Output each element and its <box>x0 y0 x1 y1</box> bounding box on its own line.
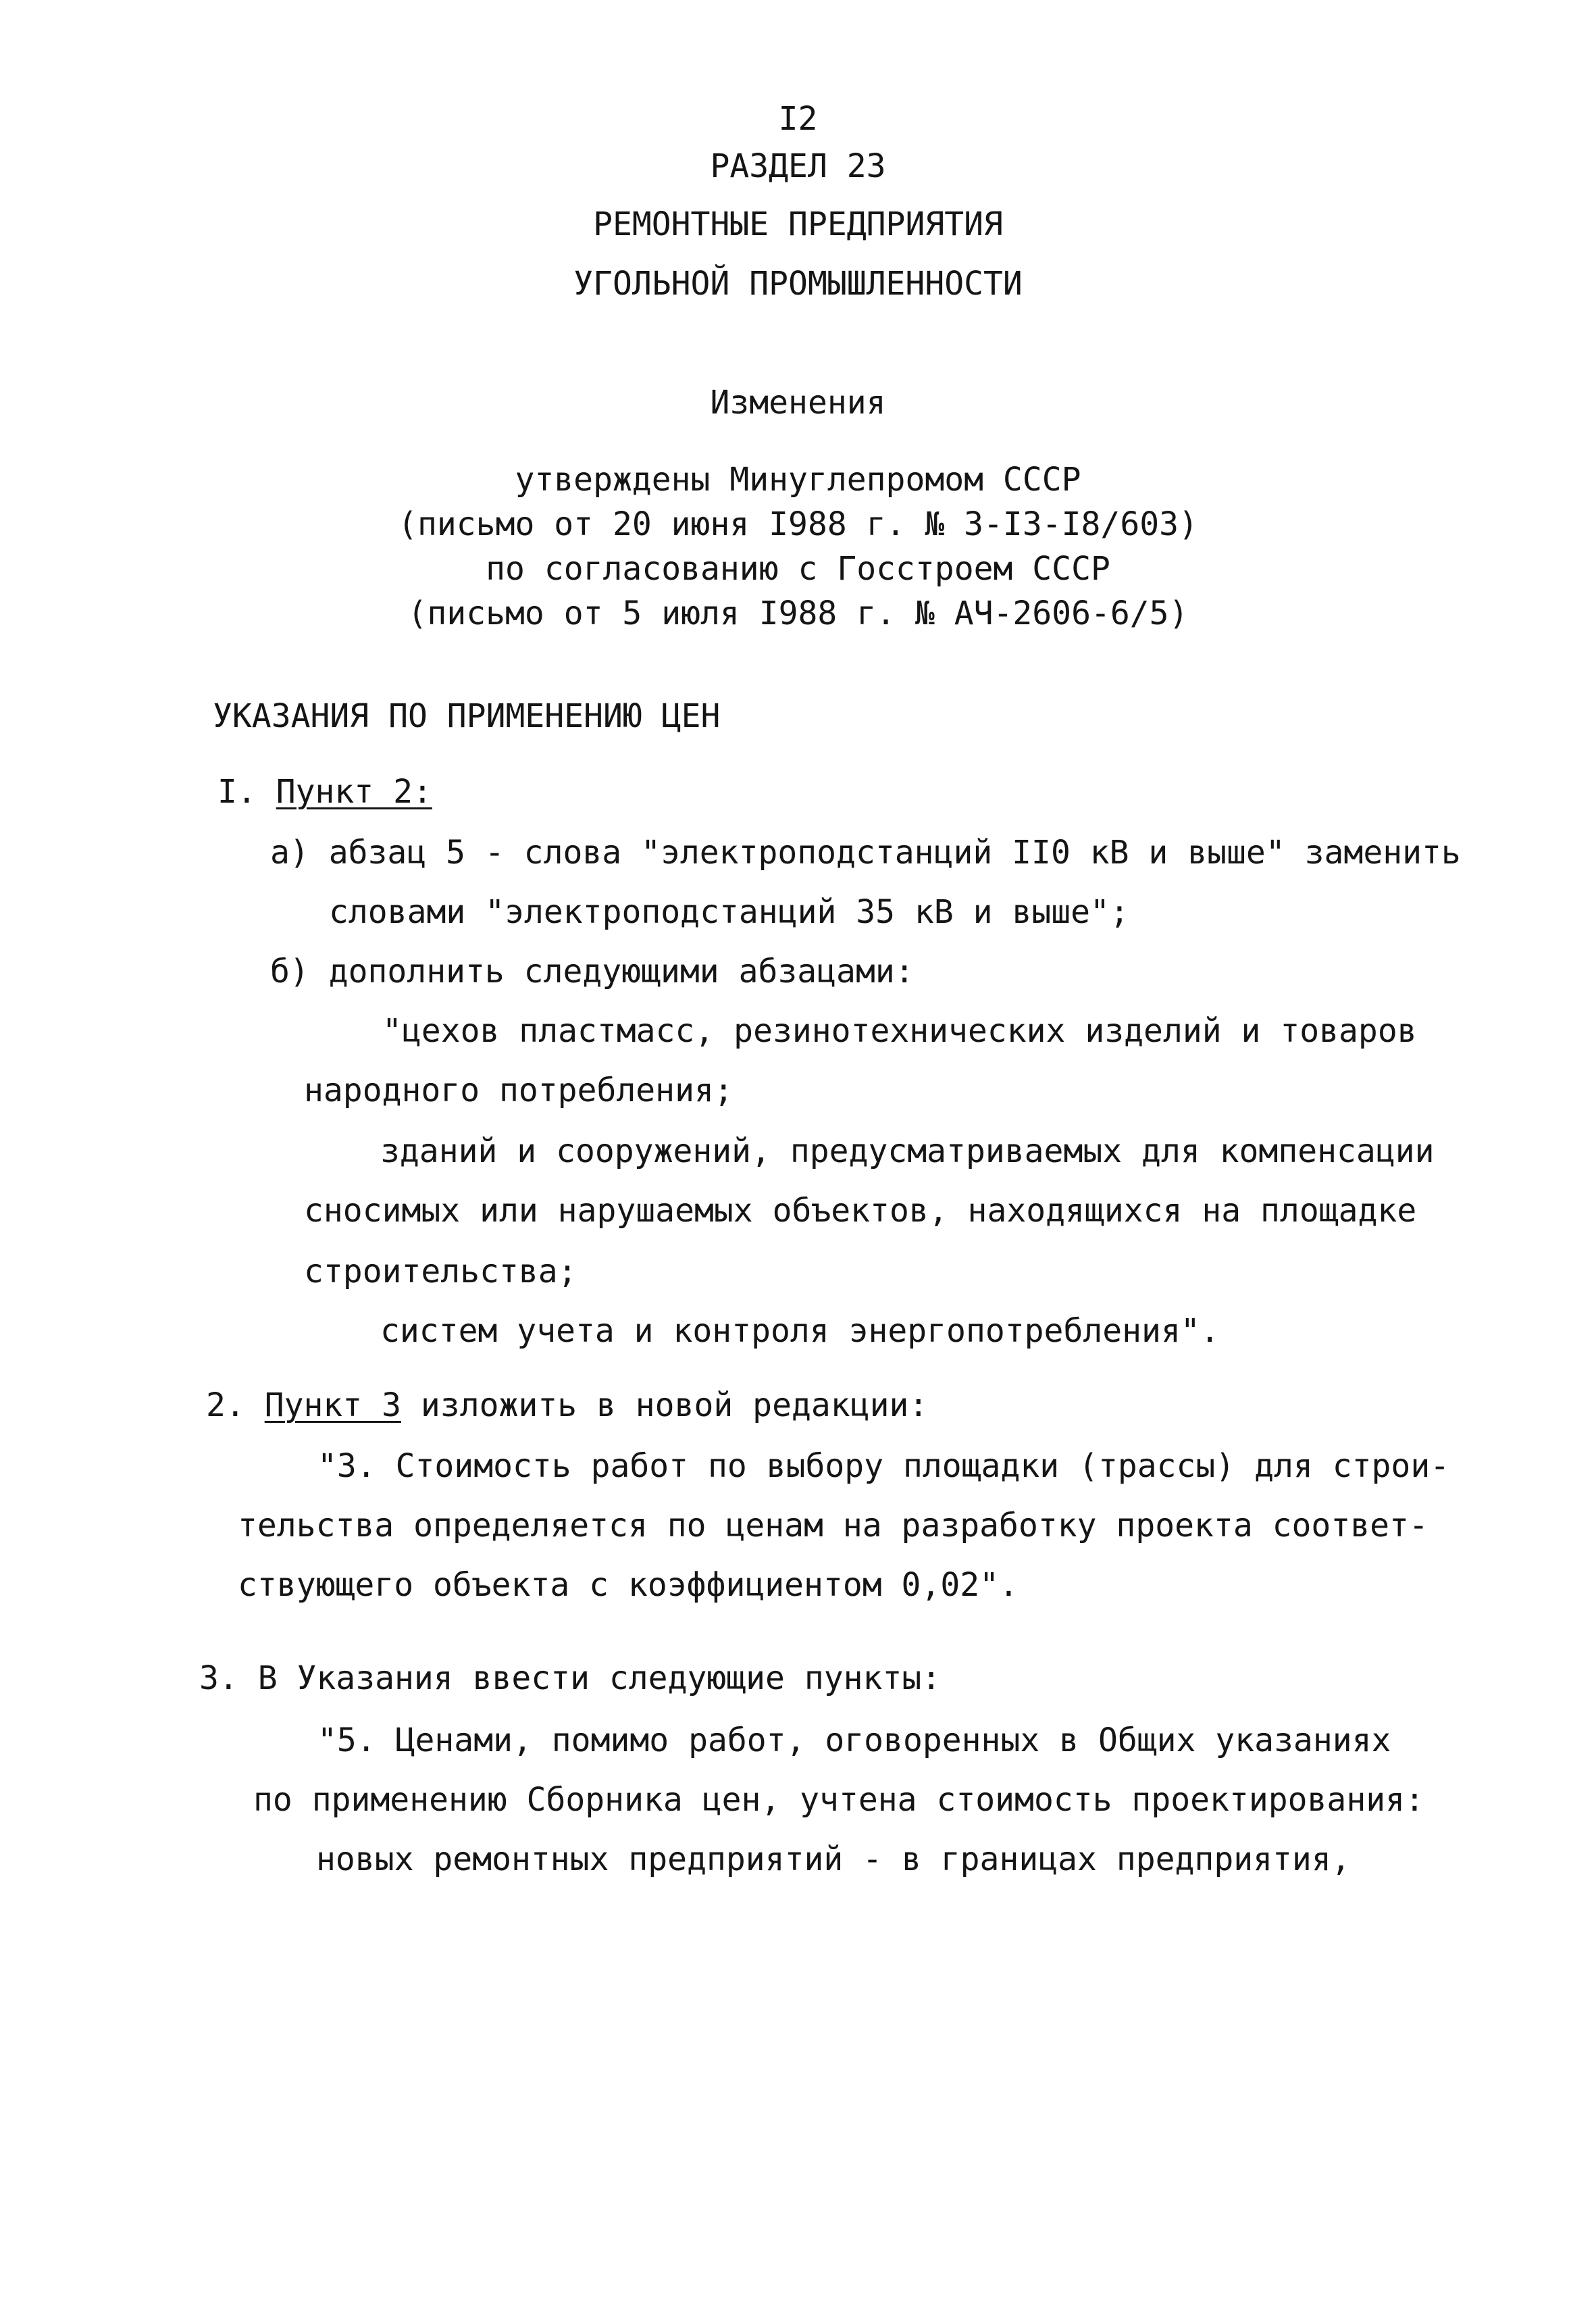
item2-rest: изложить в новой редакции: <box>401 1386 929 1424</box>
item1-label: Пункт 2: <box>276 773 432 811</box>
item3-line3: новых ремонтных предприятий - в границах предприятия, <box>316 1840 1351 1878</box>
section-title-line2: УГОЛЬНОЙ ПРОМЫШЛЕННОСТИ <box>573 265 1023 303</box>
item2-number: 2. <box>206 1386 245 1424</box>
quote1-line1: "цехов пластмасс, резинотехнических изделий и товаров <box>382 1012 1417 1050</box>
quote2-line2: сносимых или нарушаемых объектов, находящихся на площадке <box>304 1192 1417 1230</box>
item1-a-line2: словами "электроподстанций 35 кВ и выше"; <box>329 893 1129 931</box>
approval-line2: (письмо от 20 июня I988 г. № 3-I3-I8/603) <box>398 505 1198 543</box>
item3 <box>199 1659 942 1697</box>
section-number: РАЗДЕЛ 23 <box>710 147 886 185</box>
quote2-line1: зданий и сооружений, предусматриваемых для компенсации <box>380 1132 1435 1170</box>
approval-line4: (письмо от 5 июля I988 г. № АЧ-2606-6/5) <box>407 595 1189 632</box>
quote3-line1: систем учета и контроля энергопотребления". <box>380 1312 1220 1350</box>
item2-label: Пункт 3 <box>264 1386 401 1424</box>
section-title-line1: РЕМОНТНЫЕ ПРЕДПРИЯТИЯ <box>593 205 1003 243</box>
approval-line1: утверждены Минуглепромом СССР <box>515 461 1081 499</box>
quote1-line2: народного потребления; <box>304 1072 733 1109</box>
item3-line2: по применению Сборника цен, учтена стоимость проектирования: <box>253 1781 1424 1819</box>
page-number: I2 <box>778 100 818 138</box>
item2 <box>206 1386 929 1424</box>
item2-line1: "3. Стоимость работ по выбору площадки (трассы) для строи- <box>317 1447 1450 1485</box>
quote2-line3: строительства; <box>304 1253 577 1290</box>
guidance-heading: УКАЗАНИЯ ПО ПРИМЕНЕНИЮ ЦЕН <box>213 697 721 735</box>
item1-b-line1: б) дополнить следующими абзацами: <box>270 953 915 990</box>
item3-rest: В Указания ввести следующие пункты: <box>238 1659 942 1697</box>
changes-heading: Изменения <box>710 384 886 422</box>
item1-a-line1: а) абзац 5 - слова "электроподстанций II0 кВ и выше" заменить <box>270 834 1461 872</box>
item3-number: 3. <box>199 1659 238 1697</box>
item3-line1: "5. Ценами, помимо работ, оговоренных в Общих указаниях <box>317 1721 1391 1759</box>
item2-line2: тельства определяется по ценам на разработку проекта соответ- <box>238 1507 1428 1544</box>
item1 <box>217 773 432 811</box>
item1-number: I. <box>217 773 257 811</box>
item2-line3: ствующего объекта с коэффициентом 0,02". <box>238 1566 1019 1604</box>
approval-line3: по согласованию с Госстроем СССР <box>486 550 1110 588</box>
